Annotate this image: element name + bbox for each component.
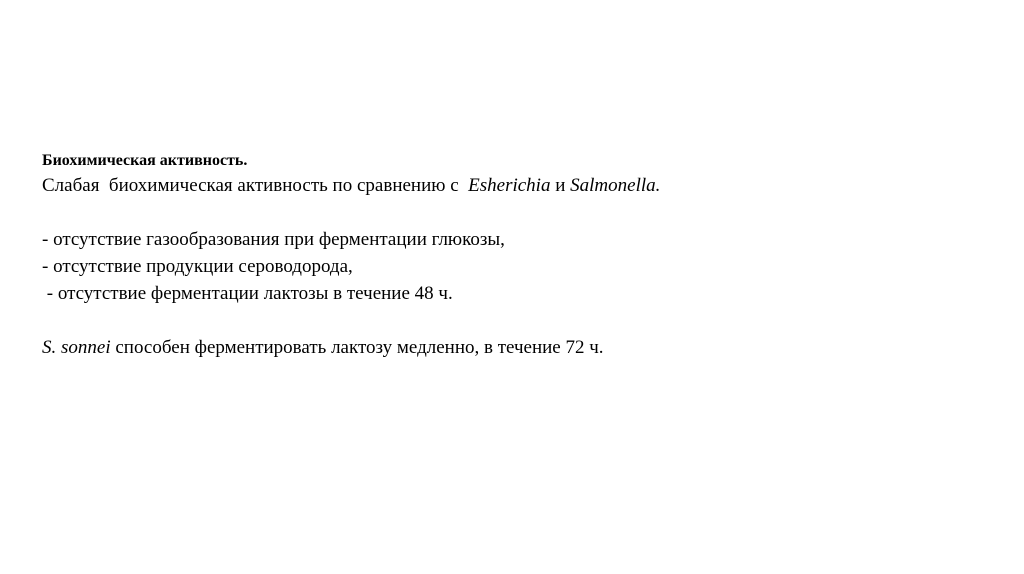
bullet-item: - отсутствие ферментации лактозы в течение 48 ч. <box>42 283 453 304</box>
section-heading: Биохимическая активность. <box>42 152 248 169</box>
species-name: S. sonnei <box>42 337 111 358</box>
intro-prefix: Слабая биохимическая активность по сравнению с <box>42 175 469 196</box>
slide-content <box>42 150 982 361</box>
note-line <box>42 334 982 361</box>
intro-line <box>42 172 982 199</box>
genus-esherichia: Esherichia <box>468 175 551 196</box>
intro-conjunction: и <box>550 175 571 196</box>
genus-salmonella: Salmonella. <box>570 175 661 196</box>
spacer <box>42 307 982 334</box>
note-text: способен ферментировать лактозу медленно, в течение 72 ч. <box>110 337 604 358</box>
bullet-item: - отсутствие газообразования при ферментации глюкозы, <box>42 229 505 250</box>
spacer <box>42 199 982 226</box>
bullet-item: - отсутствие продукции сероводорода, <box>42 256 353 277</box>
